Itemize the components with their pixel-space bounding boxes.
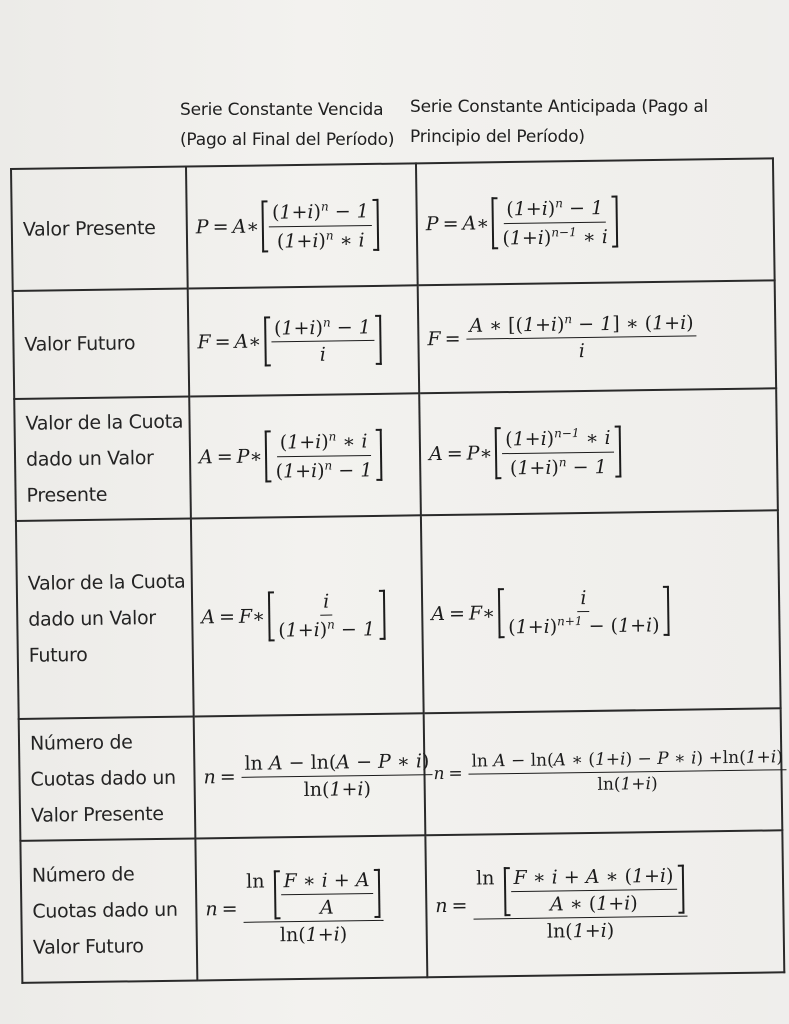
formula-vencida bbox=[191, 515, 424, 716]
header-serie-vencida: Serie Constante Vencida (Pago al Final del Período) bbox=[180, 100, 395, 150]
table-row bbox=[19, 708, 783, 841]
formula-anticipada bbox=[418, 280, 776, 393]
row-label: Valor de la Cuota dado un Valor Futuro bbox=[16, 519, 194, 719]
formula-render: F = A ∗ $\frac{(1+i)^n - 1}{i}$ bbox=[189, 314, 418, 368]
row-label: Valor Presente bbox=[11, 167, 188, 291]
formula-render: A = P ∗ $\frac{(1+i)^n ∗ i}{(1+i)^n - 1}$ bbox=[191, 428, 420, 483]
formula-vencida bbox=[186, 163, 418, 288]
row-label: Número de Cuotas dado un Valor Futuro bbox=[20, 838, 197, 982]
table-row bbox=[13, 280, 776, 399]
formula-render: A = F ∗ $\frac{i}{(1+i)^{n+1} - (1+i)}$ bbox=[423, 584, 779, 639]
formula-render: A = F ∗ $\frac{i}{(1+i)^n - 1}$ bbox=[193, 589, 422, 643]
formula-render: n = $\frac{\text{ln A − ln(A ∗ (1+i) − P ∗ i) +ln(1+i)}}{\ln(1+i)}$ bbox=[425, 747, 781, 797]
row-label: Valor Futuro bbox=[13, 289, 189, 399]
formula-render: n = $\frac{\text{ln A − ln(A − P ∗ i)}}{\ln(1+i)}$ bbox=[195, 750, 424, 802]
formula-anticipada bbox=[421, 510, 781, 713]
table-row bbox=[14, 388, 778, 521]
formulas-table bbox=[10, 157, 785, 984]
formula-render: P = A ∗ $\frac{(1+i)^n - 1}{(1+i)^{n-1} ∗ i}$ bbox=[417, 194, 773, 251]
formula-anticipada bbox=[425, 830, 784, 977]
formula-anticipada bbox=[416, 158, 775, 285]
formula-vencida bbox=[194, 713, 430, 838]
formula-anticipada bbox=[424, 708, 783, 835]
formula-render: A = P ∗ $\frac{(1+i)^{n-1} ∗ i}{(1+i)^n - 1}$ bbox=[421, 424, 777, 481]
formula-vencida bbox=[188, 285, 419, 396]
row-label: Número de Cuotas dado un Valor Presente bbox=[19, 716, 196, 840]
formula-anticipada bbox=[419, 388, 778, 515]
formula-vencida bbox=[195, 835, 427, 980]
header-serie-anticipada: Serie Constante Anticipada (Pago al Principio del Período) bbox=[410, 97, 709, 147]
formula-render: n = ln $\frac{F ∗ i + A ∗ (1+i)}{A ∗ (1+i)}$ ln(1+i) bbox=[427, 863, 783, 944]
formula-render: P = A ∗ $\frac{(1+i)^n - 1}{(1+i)^n ∗ i}$ bbox=[187, 199, 416, 254]
table-row bbox=[11, 158, 775, 291]
table-row bbox=[16, 510, 781, 719]
formula-render: F = $\frac{A ∗ [(1+i)^n - 1] ∗ (1+i)}{i}$ bbox=[419, 309, 775, 364]
row-label: Valor de la Cuota dado un Valor Presente bbox=[14, 397, 191, 521]
formula-vencida bbox=[189, 393, 421, 518]
table-row bbox=[20, 830, 784, 983]
formula-render: n = ln $\frac{F ∗ i + A}{A}$ ln(1+i) bbox=[197, 868, 426, 947]
